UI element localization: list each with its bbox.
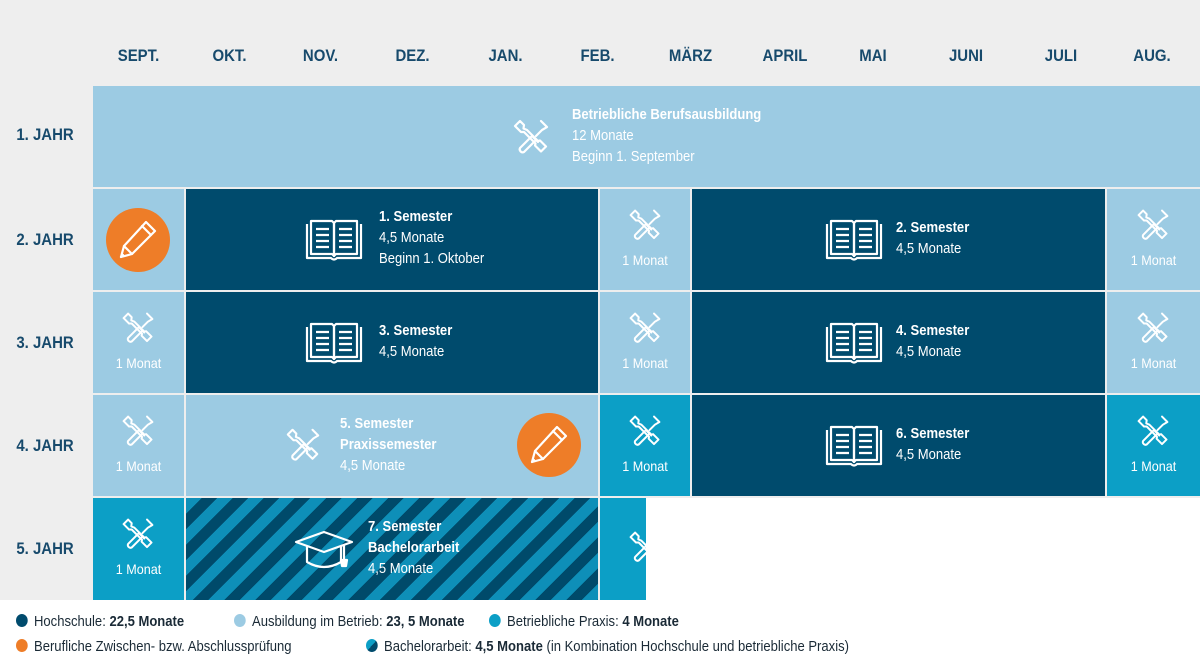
ausbildung-text — [572, 105, 761, 168]
block-semester-5 — [186, 395, 598, 496]
legend-praxis-label: Betriebliche Praxis: — [507, 614, 623, 630]
tools-icon — [120, 413, 156, 449]
block-betriebliche-berufsausbildung — [93, 86, 1200, 187]
block-semester-3 — [186, 292, 598, 393]
month-label: 1 Monat — [1130, 355, 1177, 371]
legend-hochschule-label: Hochschule: — [34, 614, 110, 630]
sem2-title: 2. Semester — [896, 220, 970, 236]
tools-icon — [627, 310, 663, 346]
month-header-juni: JUNI — [948, 46, 984, 65]
legend-dot-praxis — [489, 614, 501, 627]
tools-icon — [1135, 413, 1171, 449]
sem1-text — [379, 207, 484, 270]
sem7-duration: 4,5 Monate — [368, 561, 434, 577]
legend-bachelor-value: 4,5 Monate — [475, 639, 543, 655]
tools-icon — [120, 516, 156, 552]
legend-dot-bachelor — [366, 639, 378, 652]
sem7-title: 7. Semester — [368, 519, 442, 535]
ausbildung-title: Betriebliche Berufsausbildung — [572, 107, 762, 123]
month-header-maerz: MÄRZ — [668, 46, 713, 65]
ausbildung-duration: 12 Monate — [572, 128, 634, 144]
block-semester-1 — [186, 189, 598, 290]
month-header-nov: NOV. — [302, 46, 339, 65]
block-semester-4 — [692, 292, 1105, 393]
sem5-title: 5. Semester — [340, 416, 414, 432]
sem3-duration: 4,5 Monate — [379, 344, 445, 360]
year-label-2: 2. JAHR — [16, 230, 74, 249]
sem6-text — [896, 424, 969, 466]
pencil-icon — [517, 413, 581, 477]
legend-hochschule — [16, 614, 184, 630]
sem4-text — [896, 321, 969, 363]
legend-bachelor-note: (in Kombination Hochschule und betriebliche Praxis) — [542, 639, 849, 655]
sem3-text — [379, 321, 452, 363]
block-y2-sept-ausbildung — [93, 189, 184, 290]
month-header-okt: OKT. — [212, 46, 247, 65]
tools-icon — [627, 207, 663, 243]
sem7-subtitle: Bachelorarbeit — [368, 540, 460, 556]
legend-ausbildung — [234, 614, 465, 630]
graduation-cap-icon — [294, 528, 354, 572]
tools-icon — [627, 529, 646, 565]
sem4-title: 4. Semester — [896, 323, 970, 339]
legend-dot-hochschule — [16, 614, 28, 627]
legend-pruefung — [16, 639, 292, 655]
month-header-jan: JAN. — [488, 46, 523, 65]
block-y5-feb-praxis-partial — [600, 498, 646, 600]
month-label: 1 Monat — [115, 561, 162, 577]
tools-icon — [627, 413, 663, 449]
book-icon — [305, 218, 363, 262]
block-y3-sept-ausbildung — [93, 292, 184, 393]
sem4-duration: 4,5 Monate — [896, 344, 962, 360]
sem1-start: Beginn 1. Oktober — [379, 251, 485, 267]
month-header-sept: SEPT. — [117, 46, 160, 65]
month-header-april: APRIL — [762, 46, 808, 65]
year-label-4: 4. JAHR — [16, 436, 74, 455]
sem1-title: 1. Semester — [379, 209, 453, 225]
book-icon — [825, 424, 883, 468]
year-label-3: 3. JAHR — [16, 333, 74, 352]
sem6-duration: 4,5 Monate — [896, 447, 962, 463]
legend-ausbildung-label: Ausbildung im Betrieb: — [252, 614, 387, 630]
book-icon — [305, 321, 363, 365]
month-label: 1 Monat — [622, 458, 668, 474]
sem3-title: 3. Semester — [379, 323, 453, 339]
sem5-text — [340, 414, 437, 477]
block-y5-sept-praxis — [93, 498, 184, 600]
sem5-duration: 4,5 Monate — [340, 458, 406, 474]
block-y4-feb-praxis — [600, 395, 690, 496]
block-y2-aug-ausbildung — [1107, 189, 1200, 290]
tools-icon — [120, 310, 156, 346]
legend-dot-pruefung — [16, 639, 28, 652]
block-semester-7 — [186, 498, 598, 600]
year-label-1: 1. JAHR — [16, 125, 74, 144]
empty-area — [646, 498, 1200, 600]
legend-pruefung-label: Berufliche Zwischen- bzw. Abschlussprüfung — [34, 639, 292, 655]
pencil-icon — [106, 208, 170, 272]
book-icon — [825, 321, 883, 365]
sem2-duration: 4,5 Monate — [896, 241, 962, 257]
sem7-text — [368, 517, 459, 580]
sem2-text — [896, 218, 969, 260]
block-semester-6 — [692, 395, 1105, 496]
tools-icon — [1135, 207, 1171, 243]
block-y4-sept-ausbildung — [93, 395, 184, 496]
legend-dot-ausbildung — [234, 614, 246, 627]
month-header-aug: AUG. — [1133, 46, 1171, 65]
legend-praxis-value: 4 Monate — [622, 614, 679, 630]
block-y3-aug-ausbildung — [1107, 292, 1200, 393]
tools-icon — [284, 426, 322, 464]
block-y2-feb-ausbildung — [600, 189, 690, 290]
pruefung-marker — [517, 413, 581, 477]
pruefung-marker — [106, 208, 170, 272]
block-y3-feb-ausbildung — [600, 292, 690, 393]
month-header-juli: JULI — [1044, 46, 1078, 65]
tools-icon — [1135, 310, 1171, 346]
month-header-feb: FEB. — [580, 46, 615, 65]
month-label: 1 Monat — [1130, 252, 1177, 268]
month-label: 1 Monat — [622, 355, 668, 371]
month-label: 1 Monat — [622, 252, 668, 268]
month-label: 1 Monat — [115, 355, 162, 371]
legend-hochschule-value: 22,5 Monate — [109, 614, 185, 630]
ausbildung-start: Beginn 1. September — [572, 149, 695, 165]
sem6-title: 6. Semester — [896, 426, 970, 442]
book-icon — [825, 218, 883, 262]
block-y4-aug-praxis — [1107, 395, 1200, 496]
month-label: 1 Monat — [115, 458, 162, 474]
tools-icon — [511, 117, 551, 157]
legend-ausbildung-value: 23, 5 Monate — [386, 614, 465, 630]
month-header-dez: DEZ. — [395, 46, 430, 65]
year-label-5: 5. JAHR — [16, 539, 74, 558]
legend-bachelor — [366, 639, 849, 655]
sem1-duration: 4,5 Monate — [379, 230, 445, 246]
sem5-subtitle: Praxissemester — [340, 437, 437, 453]
block-semester-2 — [692, 189, 1105, 290]
month-header-mai: MAI — [859, 46, 887, 65]
legend-bachelor-label: Bachelorarbeit: — [384, 639, 476, 655]
month-label: 1 Monat — [1130, 458, 1177, 474]
legend-praxis — [489, 614, 679, 630]
